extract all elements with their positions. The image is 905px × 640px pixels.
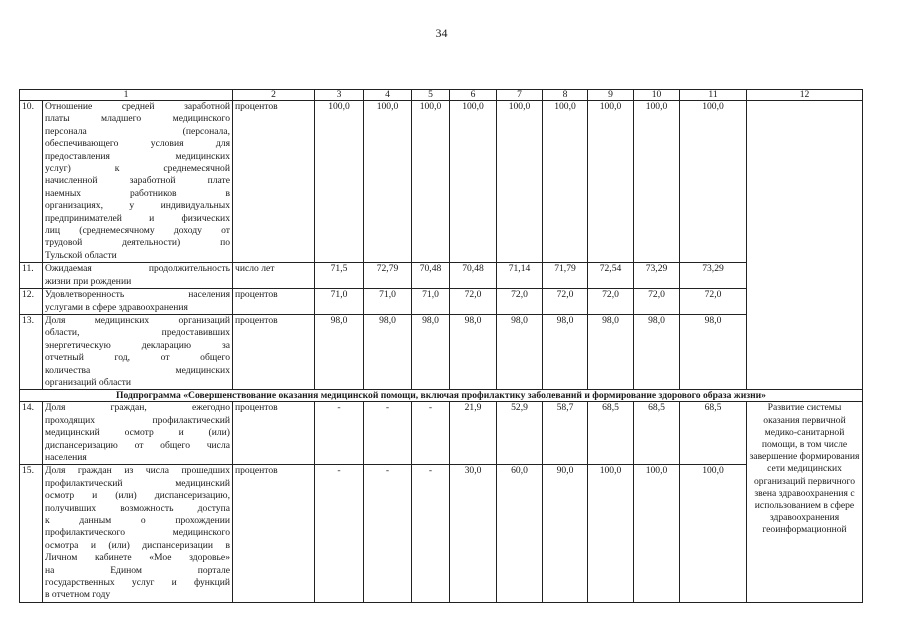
indicator-name-line: профилактический медицинский bbox=[45, 477, 230, 489]
value-cell: - bbox=[364, 465, 412, 602]
header-cell: 5 bbox=[412, 90, 450, 101]
indicator-name-line: услуг) к среднемесячной bbox=[45, 163, 230, 175]
value-cell: 98,0 bbox=[412, 314, 450, 389]
value-cell: 71,5 bbox=[315, 263, 364, 289]
value-cell: 100,0 bbox=[588, 465, 634, 602]
row-number: 10. bbox=[20, 101, 43, 263]
value-cell: 71,0 bbox=[412, 289, 450, 315]
indicator-name-line: государственных услуг и функций bbox=[45, 577, 230, 589]
value-cell: 72,79 bbox=[364, 263, 412, 289]
value-cell: 98,0 bbox=[543, 314, 588, 389]
indicator-name-line: населения bbox=[45, 451, 87, 463]
value-cell: 21,9 bbox=[450, 402, 497, 465]
indicator-name-line: в отчетном году bbox=[45, 589, 111, 601]
header-cell: 10 bbox=[634, 90, 680, 101]
indicator-name-line: трудовой деятельности) по bbox=[45, 237, 230, 249]
indicator-name-line: диспансеризацию от общего числа bbox=[45, 439, 230, 451]
row-number: 13. bbox=[20, 314, 43, 389]
row-number: 12. bbox=[20, 289, 43, 315]
value-cell: 100,0 bbox=[634, 465, 680, 602]
unit-cell: процентов bbox=[233, 314, 315, 389]
table-row bbox=[20, 263, 863, 289]
row-number: 14. bbox=[20, 402, 43, 465]
value-cell: 98,0 bbox=[450, 314, 497, 389]
value-cell: 72,0 bbox=[543, 289, 588, 315]
header-cell: 12 bbox=[747, 90, 863, 101]
value-cell: 73,29 bbox=[634, 263, 680, 289]
indicator-name-line: наемных работников в bbox=[45, 187, 230, 199]
value-cell: - bbox=[364, 402, 412, 465]
value-cell: 72,54 bbox=[588, 263, 634, 289]
value-cell: 98,0 bbox=[364, 314, 412, 389]
value-cell: 60,0 bbox=[497, 465, 543, 602]
value-cell: 68,5 bbox=[680, 402, 747, 465]
subprogram-title: Подпрограмма «Совершенствование оказания медицинской помощи, включая профилактику заболеваний и формирование здорового образа жизни» bbox=[20, 390, 863, 402]
value-cell: 70,48 bbox=[450, 263, 497, 289]
indicator-name bbox=[43, 289, 233, 315]
indicator-name-line: платы младшего медицинского bbox=[45, 113, 230, 125]
indicator-name-line: предоставления медицинских bbox=[45, 150, 230, 162]
subprogram-row bbox=[20, 390, 863, 402]
header-cell: 2 bbox=[233, 90, 315, 101]
table-row bbox=[20, 465, 863, 602]
value-cell: 73,29 bbox=[680, 263, 747, 289]
header-cell: 8 bbox=[543, 90, 588, 101]
value-cell: 71,14 bbox=[497, 263, 543, 289]
indicator-name-line: услугами в сфере здравоохранения bbox=[45, 301, 188, 313]
indicator-name-line: Тульской области bbox=[45, 249, 117, 261]
value-cell: 72,0 bbox=[497, 289, 543, 315]
indicator-name-line: организациях, у индивидуальных bbox=[45, 200, 230, 212]
value-cell: 72,0 bbox=[634, 289, 680, 315]
table-row bbox=[20, 402, 863, 465]
value-cell: 100,0 bbox=[680, 465, 747, 602]
value-cell: 72,0 bbox=[680, 289, 747, 315]
indicator-name bbox=[43, 314, 233, 389]
unit-cell: процентов bbox=[233, 402, 315, 465]
value-cell: 71,79 bbox=[543, 263, 588, 289]
indicator-name-line: осмотра и (или) диспансеризации в bbox=[45, 539, 230, 551]
indicator-name-line: обеспечивающего условия для bbox=[45, 138, 230, 150]
value-cell: 71,0 bbox=[364, 289, 412, 315]
indicator-name bbox=[43, 263, 233, 289]
value-cell: 100,0 bbox=[634, 101, 680, 263]
value-cell: 100,0 bbox=[412, 101, 450, 263]
remarks-cell bbox=[747, 101, 863, 390]
header-cell: 4 bbox=[364, 90, 412, 101]
table-row bbox=[20, 101, 863, 263]
value-cell: 98,0 bbox=[497, 314, 543, 389]
indicator-name-line: к данным о прохождении bbox=[45, 515, 230, 526]
value-cell: 98,0 bbox=[588, 314, 634, 389]
header-row bbox=[20, 90, 863, 101]
header-cell: 11 bbox=[680, 90, 747, 101]
indicator-name-line: Отношение средней заработной bbox=[45, 101, 230, 112]
remarks-note: Развитие системы оказания первичной медико-санитарной помощи, в том числе завершение формирования сети медицинских организаций первичного звена здравоохранения с использованием в сфере здравоохранения геоинформационной bbox=[747, 402, 863, 603]
value-cell: 58,7 bbox=[543, 402, 588, 465]
indicator-name-line: области, предоставивших bbox=[45, 327, 230, 339]
value-cell: 98,0 bbox=[634, 314, 680, 389]
indicator-name-line: Доля граждан, ежегодно bbox=[45, 402, 230, 414]
value-cell: 100,0 bbox=[588, 101, 634, 263]
indicator-name bbox=[43, 402, 233, 465]
indicator-name bbox=[43, 465, 233, 602]
value-cell: 30,0 bbox=[450, 465, 497, 602]
value-cell: - bbox=[315, 465, 364, 602]
header-cell: 6 bbox=[450, 90, 497, 101]
unit-cell: процентов bbox=[233, 465, 315, 602]
indicator-name-line: жизни при рождении bbox=[45, 275, 132, 287]
indicator-name-line: медицинский осмотр и (или) bbox=[45, 427, 230, 439]
value-cell: 100,0 bbox=[497, 101, 543, 263]
indicator-name-line: проходящих профилактический bbox=[45, 414, 230, 426]
value-cell: 100,0 bbox=[315, 101, 364, 263]
indicator-name-line: персонала (персонала, bbox=[45, 125, 230, 137]
header-cell: 3 bbox=[315, 90, 364, 101]
value-cell: - bbox=[412, 465, 450, 602]
row-number: 11. bbox=[20, 263, 43, 289]
value-cell: 52,9 bbox=[497, 402, 543, 465]
header-cell: 1 bbox=[20, 90, 233, 101]
value-cell: - bbox=[412, 402, 450, 465]
indicator-name bbox=[43, 101, 233, 263]
unit-cell: число лет bbox=[233, 263, 315, 289]
row-number: 15. bbox=[20, 465, 43, 602]
indicator-name-line: Удовлетворенность населения bbox=[45, 289, 230, 301]
indicator-name-line: начисленной заработной плате bbox=[45, 175, 230, 187]
value-cell: 70,48 bbox=[412, 263, 450, 289]
indicator-name-line: профилактического медицинского bbox=[45, 527, 230, 539]
indicator-name-line: лиц (среднемесячному доходу от bbox=[45, 225, 230, 237]
indicator-name-line: отчетный год, от общего bbox=[45, 352, 230, 364]
page-number: 34 bbox=[435, 26, 448, 40]
value-cell: 100,0 bbox=[543, 101, 588, 263]
indicator-name-line: получивших возможность доступа bbox=[45, 502, 230, 514]
table-row bbox=[20, 314, 863, 389]
value-cell: 100,0 bbox=[680, 101, 747, 263]
unit-cell: процентов bbox=[233, 289, 315, 315]
header-cell: 9 bbox=[588, 90, 634, 101]
indicator-name-line: количества медицинских bbox=[45, 364, 230, 376]
value-cell: 100,0 bbox=[450, 101, 497, 263]
value-cell: 72,0 bbox=[450, 289, 497, 315]
indicator-name-line: осмотр и (или) диспансеризацию, bbox=[45, 490, 230, 502]
value-cell: 98,0 bbox=[680, 314, 747, 389]
indicator-name-line: организаций области bbox=[45, 376, 131, 388]
indicator-name-line: предпринимателей и физических bbox=[45, 212, 230, 224]
indicator-name-line: Доля граждан из числа прошедших bbox=[45, 465, 230, 477]
indicator-name-line: энергетическую декларацию за bbox=[45, 339, 230, 351]
value-cell: 72,0 bbox=[588, 289, 634, 315]
value-cell: 68,5 bbox=[588, 402, 634, 465]
header-cell: 7 bbox=[497, 90, 543, 101]
value-cell: 98,0 bbox=[315, 314, 364, 389]
value-cell: - bbox=[315, 402, 364, 465]
value-cell: 100,0 bbox=[364, 101, 412, 263]
value-cell: 90,0 bbox=[543, 465, 588, 602]
table-row bbox=[20, 289, 863, 315]
indicator-name-line: Ожидаемая продолжительность bbox=[45, 263, 230, 275]
indicator-name-line: Доля медицинских организаций bbox=[45, 314, 230, 326]
value-cell: 68,5 bbox=[634, 402, 680, 465]
indicators-table bbox=[19, 89, 863, 603]
indicator-name-line: Личном кабинете «Мое здоровье» bbox=[45, 552, 230, 564]
indicator-name-line: на Едином портале bbox=[45, 564, 230, 576]
value-cell: 71,0 bbox=[315, 289, 364, 315]
unit-cell: процентов bbox=[233, 101, 315, 263]
